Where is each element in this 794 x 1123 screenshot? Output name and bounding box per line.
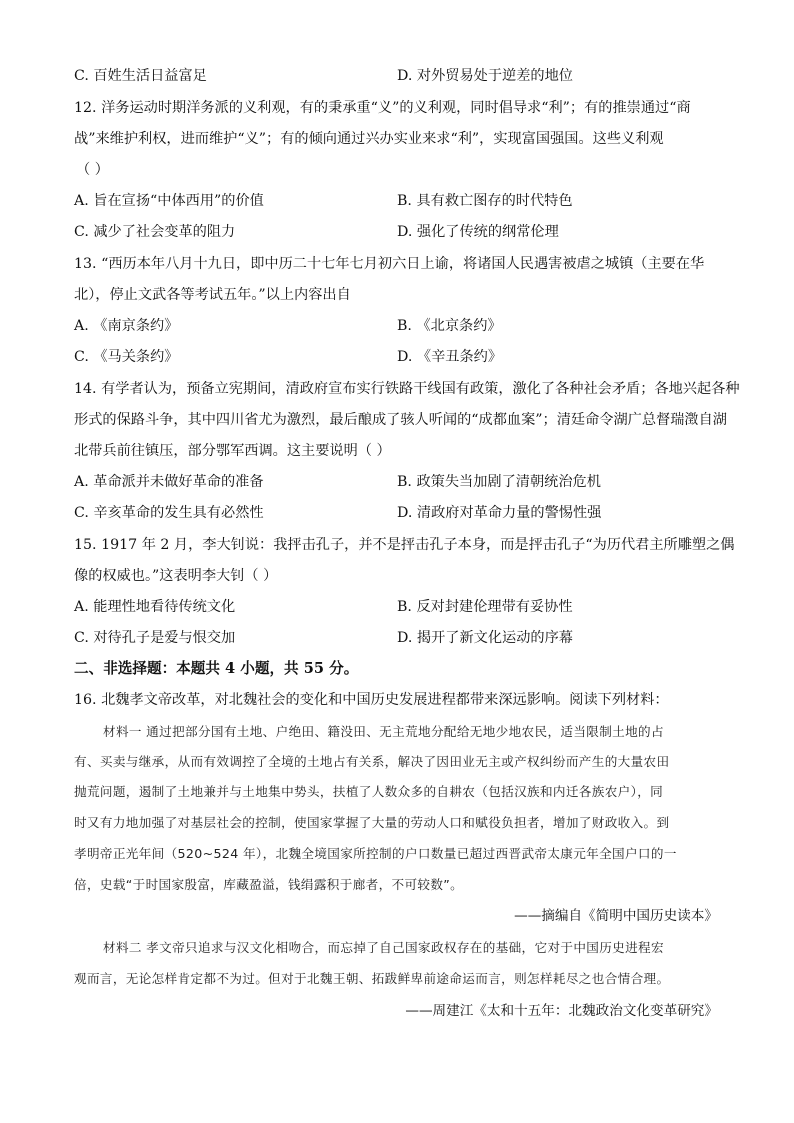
material-1-line-6: 倍，史载“于时国家殷富，库藏盈溢，钱绢露积于廊者，不可较数”。 [74, 877, 464, 892]
question-15-option-b: B. 反对封建伦理带有妥协性 [397, 599, 573, 615]
section-2-heading: 二、非选择题：本题共 4 小题，共 55 分。 [74, 660, 359, 677]
question-14-stem-line-3: 北带兵前往镇压，部分鄂军西调。这主要说明（ ） [74, 443, 391, 459]
question-12-option-b: B. 具有救亡图存的时代特色 [397, 193, 573, 209]
question-13-option-c: C. 《马关条约》 [74, 349, 179, 365]
question-12-answer-blank: （ ） [76, 162, 109, 178]
question-13-option-d: D. 《辛丑条约》 [397, 349, 503, 365]
question-12-option-a: A. 旨在宣扬“中体西用”的价值 [74, 193, 264, 209]
question-12-option-d: D. 强化了传统的纲常伦理 [397, 224, 559, 240]
material-1-line-1: 材料一 通过把部分国有土地、户绝田、籍没田、无主荒地分配给无地少地农民，适当限制土地的占 [103, 724, 664, 739]
question-14-option-b: B. 政策失当加剧了清朝统治危机 [397, 474, 601, 490]
question-14-stem-line-1: 14. 有学者认为，预备立宪期间，清政府宣布实行铁路干线国有政策，激化了各种社会矛盾；各地兴起各种 [74, 381, 740, 397]
question-15-option-c: C. 对待孔子是爱与恨交加 [74, 630, 236, 646]
question-15-stem-line-2: 像的权威也。”这表明李大钊（ ） [74, 568, 278, 584]
question-14-option-d: D. 清政府对革命力量的警惕性强 [397, 505, 602, 521]
question-12-stem-line-1: 12. 洋务运动时期洋务派的义利观，有的秉承重“义”的义利观，同时倡导求“利”；有的推崇通过“商 [74, 100, 691, 116]
question-13-stem-line-2: 北），停止文武各等考试五年。”以上内容出自 [74, 287, 351, 303]
question-13-option-b: B. 《北京条约》 [397, 318, 502, 334]
question-12-stem-line-2: 战”来维护利权，进而维护“义”；有的倾向通过兴办实业来求“利”，实现富国强国。这些义利观 [74, 131, 664, 147]
question-15-stem-line-1: 15. 1917 年 2 月，李大钊说：我抨击孔子，并不是抨击孔子本身，而是抨击孔子“为历代君主所雕塑之偶 [74, 537, 735, 553]
material-2-line-1: 材料二 孝文帝只追求与汉文化相吻合，而忘掉了自己国家政权存在的基础，它对于中国历史进程宏 [103, 940, 664, 955]
question-14-stem-line-2: 形式的保路斗争，其中四川省尤为激烈，最后酿成了骇人听闻的“成都血案”；清廷命令湖广总督瑞澂自湖 [74, 412, 727, 428]
question-16-stem: 16. 北魏孝文帝改革，对北魏社会的变化和中国历史发展进程都带来深远影响。阅读下列材料： [74, 692, 669, 708]
question-14-option-c: C. 辛亥革命的发生具有必然性 [74, 505, 264, 521]
material-1-line-4: 时又有力地加强了对基层社会的控制，使国家掌握了大量的劳动人口和赋役负担者，增加了财政收入。到 [74, 815, 670, 830]
question-15-option-a: A. 能理性地看待传统文化 [74, 599, 236, 615]
material-2-source: ——周建江《太和十五年：北魏政治文化变革研究》 [405, 1003, 718, 1019]
option-d: D. 对外贸易处于逆差的地位 [397, 68, 573, 84]
question-14-option-a: A. 革命派并未做好革命的准备 [74, 474, 264, 490]
question-13-stem-line-1: 13. “西历本年八月十九日，即中历二十七年七月初六日上谕，将诸国人民遇害被虐之城镇（主要在华 [74, 256, 705, 272]
material-1-line-5: 孝明帝正光年间（520~524 年），北魏全境国家所控制的户口数量已超过西晋武帝太康元年全国户口的一 [74, 846, 677, 861]
material-1-line-3: 抛荒问题，遏制了土地兼并与土地集中势头，扶植了人数众多的自耕农（包括汉族和内迁各族农户），同 [74, 784, 664, 799]
material-2-line-2: 观而言，无论怎样肯定都不为过。但对于北魏王朝、拓跋鲜卑前途命运而言，则怎样耗尽之也合情合理。 [74, 971, 670, 986]
option-c: C. 百姓生活日益富足 [74, 68, 207, 84]
question-12-option-c: C. 减少了社会变革的阻力 [74, 224, 236, 240]
question-15-option-d: D. 揭开了新文化运动的序幕 [397, 630, 573, 646]
question-13-option-a: A. 《南京条约》 [74, 318, 179, 334]
material-1-source: ——摘编自《简明中国历史读本》 [514, 908, 718, 924]
material-1-line-2: 有、买卖与继承，从而有效调控了全境的土地占有关系，解决了因田业无主或产权纠纷而产生的大量农田 [74, 754, 670, 769]
